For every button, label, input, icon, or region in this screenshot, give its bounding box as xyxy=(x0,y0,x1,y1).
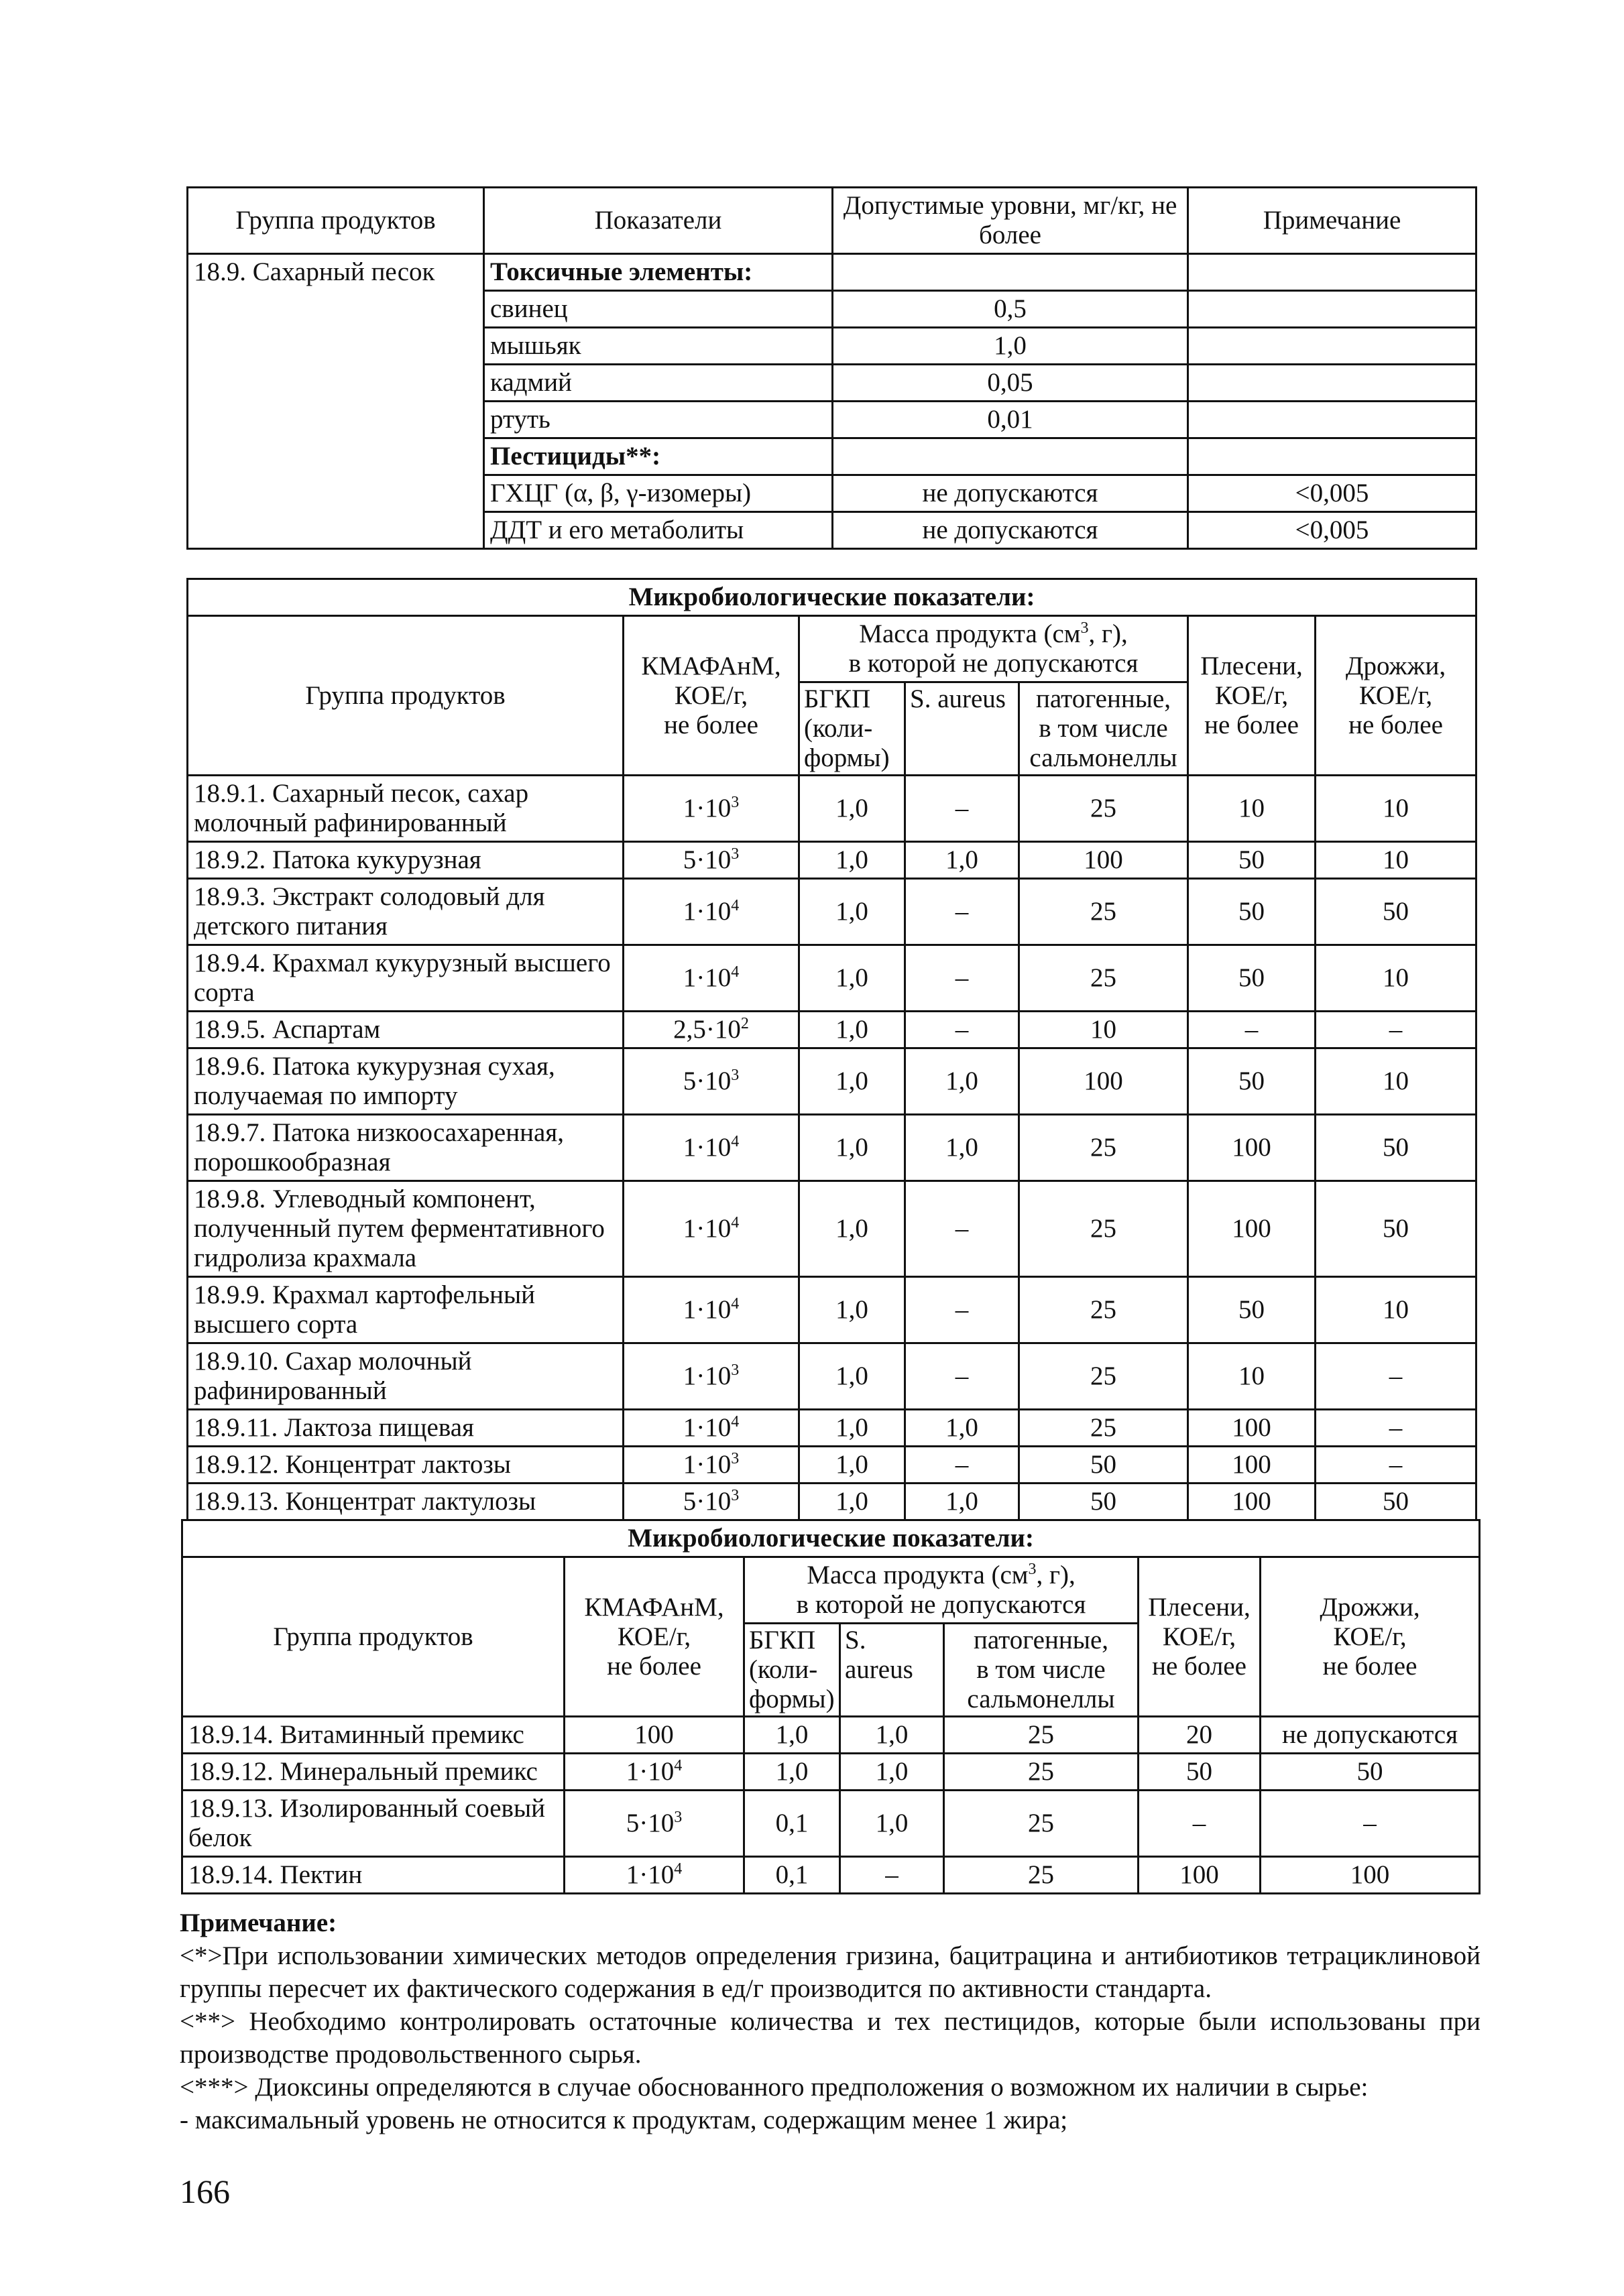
table-header-row xyxy=(188,188,1476,254)
product-group-cell: 18.9.1. Сахарный песок, сахар молочный рафинированный xyxy=(188,776,624,842)
pathogen-value: 25 xyxy=(1019,1115,1188,1181)
mold-value: 100 xyxy=(1188,1115,1316,1181)
kmafanm-value: $1\cdot 10^3$ xyxy=(624,1447,799,1484)
kmafanm-value: $5\cdot 10^3$ xyxy=(624,842,799,879)
yeast-value: 50 xyxy=(1316,1484,1476,1520)
mold-value: – xyxy=(1139,1791,1261,1857)
mold-value: 50 xyxy=(1188,945,1316,1012)
header-levels: Допустимые уровни, мг/кг, не более xyxy=(833,188,1188,254)
table-row xyxy=(188,1181,1476,1277)
saureus-value: 1,0 xyxy=(840,1754,944,1791)
kmafanm-value: $1\cdot 10^4$ xyxy=(624,879,799,945)
saureus-value: – xyxy=(905,879,1019,945)
mold-value: 100 xyxy=(1188,1484,1316,1520)
product-group-cell: 18.9.3. Экстракт солодовый для детского питания xyxy=(188,879,624,945)
pathogen-value: 25 xyxy=(944,1857,1139,1894)
product-group-cell: 18.9.6. Патока кукурузная сухая, получаемая по импорту xyxy=(188,1048,624,1115)
saureus-value: – xyxy=(840,1857,944,1894)
kmafanm-value: $1\cdot 10^4$ xyxy=(565,1754,744,1791)
product-group-cell: 18.9.8. Углеводный компонент, полученный путем ферментативного гидролиза крахмала xyxy=(188,1181,624,1277)
table-row xyxy=(188,254,1476,291)
mold-value: 50 xyxy=(1139,1754,1261,1791)
kmafanm-value: $1\cdot 10^4$ xyxy=(624,1181,799,1277)
yeast-value: – xyxy=(1316,1343,1476,1410)
yeast-value: 10 xyxy=(1316,1277,1476,1343)
product-group-cell: 18.9.4. Крахмал кукурузный высшего сорта xyxy=(188,945,624,1012)
table-row xyxy=(188,1484,1476,1520)
yeast-value: 50 xyxy=(1316,879,1476,945)
mold-value: 100 xyxy=(1139,1857,1261,1894)
level-value: не допускаются xyxy=(833,475,1188,512)
pathogen-value: 10 xyxy=(1019,1012,1188,1048)
header-note: Примечание xyxy=(1188,188,1476,254)
saureus-value: 1,0 xyxy=(840,1791,944,1857)
saureus-value: 1,0 xyxy=(840,1717,944,1754)
pathogen-value: 25 xyxy=(944,1717,1139,1754)
pathogen-value: 50 xyxy=(1019,1484,1188,1520)
level-value: 0,5 xyxy=(833,291,1188,328)
level-value: 1,0 xyxy=(833,328,1188,365)
kmafanm-value: $5\cdot 10^3$ xyxy=(624,1048,799,1115)
bgkp-value: 1,0 xyxy=(799,1048,905,1115)
yeast-value: 50 xyxy=(1316,1115,1476,1181)
pathogen-value: 25 xyxy=(1019,879,1188,945)
pathogen-value: 25 xyxy=(1019,776,1188,842)
product-group-cell: 18.9.5. Аспартам xyxy=(188,1012,624,1048)
pathogen-value: 25 xyxy=(944,1754,1139,1791)
microbiology-table xyxy=(186,578,1477,1521)
header-pathogen: патогенные, в том числе сальмонеллы xyxy=(944,1624,1139,1717)
header-kmafanm: КМАФАнМ, КОЕ/г, не более xyxy=(565,1557,744,1717)
header-kmafanm: КМАФАнМ, КОЕ/г, не более xyxy=(624,616,799,776)
table-row xyxy=(188,1048,1476,1115)
kmafanm-value: $1\cdot 10^4$ xyxy=(624,1410,799,1447)
note-item: - максимальный уровень не относится к продуктам, содержащим менее 1 жира; xyxy=(180,2106,1068,2134)
note-value xyxy=(1188,365,1476,402)
mold-value: 50 xyxy=(1188,1048,1316,1115)
saureus-value: – xyxy=(905,1012,1019,1048)
saureus-value: – xyxy=(905,1447,1019,1484)
table-row xyxy=(182,1857,1480,1894)
yeast-value: 10 xyxy=(1316,842,1476,879)
header-group: Группа продуктов xyxy=(188,188,484,254)
table-row xyxy=(188,776,1476,842)
note-value xyxy=(1188,328,1476,365)
pathogen-value: 50 xyxy=(1019,1447,1188,1484)
level-value: не допускаются xyxy=(833,512,1188,549)
yeast-value: – xyxy=(1316,1410,1476,1447)
header-indicators: Показатели xyxy=(484,188,833,254)
header-yeast: Дрожжи, КОЕ/г, не более xyxy=(1261,1557,1480,1717)
saureus-value: 1,0 xyxy=(905,1115,1019,1181)
kmafanm-value: 100 xyxy=(565,1717,744,1754)
bgkp-value: 1,0 xyxy=(799,1277,905,1343)
kmafanm-value: $2,5\cdot 10^2$ xyxy=(624,1012,799,1048)
note-value xyxy=(1188,402,1476,438)
table-row xyxy=(182,1791,1480,1857)
saureus-value: – xyxy=(905,776,1019,842)
header-group: Группа продуктов xyxy=(182,1557,565,1717)
pathogen-value: 100 xyxy=(1019,1048,1188,1115)
table-row xyxy=(188,1012,1476,1048)
saureus-value: 1,0 xyxy=(905,1484,1019,1520)
pathogen-value: 25 xyxy=(1019,1343,1188,1410)
product-group-cell: 18.9.14. Витаминный премикс xyxy=(182,1717,565,1754)
kmafanm-value: $5\cdot 10^3$ xyxy=(624,1484,799,1520)
saureus-value: 1,0 xyxy=(905,1048,1019,1115)
mold-value: – xyxy=(1188,1012,1316,1048)
bgkp-value: 1,0 xyxy=(799,1181,905,1277)
table-header-row xyxy=(188,616,1476,682)
header-group: Группа продуктов xyxy=(188,616,624,776)
bgkp-value: 1,0 xyxy=(744,1754,840,1791)
header-saureus: S. aureus xyxy=(840,1624,944,1717)
bgkp-value: 0,1 xyxy=(744,1791,840,1857)
indicator-name: мышьяк xyxy=(484,328,833,365)
table-row xyxy=(188,1410,1476,1447)
bgkp-value: 1,0 xyxy=(799,1012,905,1048)
indicator-name: ДДТ и его метаболиты xyxy=(484,512,833,549)
product-group-cell: 18.9.9. Крахмал картофельный высшего сорта xyxy=(188,1277,624,1343)
pathogen-value: 25 xyxy=(1019,1277,1188,1343)
table-header-row xyxy=(182,1557,1480,1624)
product-group-cell: 18.9.13. Концентрат лактулозы xyxy=(188,1484,624,1520)
bgkp-value: 1,0 xyxy=(799,879,905,945)
mold-value: 10 xyxy=(1188,776,1316,842)
toxic-elements-table xyxy=(186,186,1477,550)
header-mass: Масса продукта ($см^3$, г), в которой не допускаются xyxy=(744,1557,1139,1624)
yeast-value: 100 xyxy=(1261,1857,1480,1894)
mold-value: 10 xyxy=(1188,1343,1316,1410)
yeast-value: 50 xyxy=(1261,1754,1480,1791)
mold-value: 100 xyxy=(1188,1181,1316,1277)
pathogen-value: 25 xyxy=(1019,945,1188,1012)
notes-block xyxy=(180,1907,1481,2136)
header-yeast: Дрожжи, КОЕ/г, не более xyxy=(1316,616,1476,776)
indicator-name: ГХЦГ (α, β, γ-изомеры) xyxy=(484,475,833,512)
pathogen-value: 25 xyxy=(1019,1410,1188,1447)
header-mass: Масса продукта ($см^3$, г), в которой не допускаются xyxy=(799,616,1188,682)
product-group-cell: 18.9.10. Сахар молочный рафинированный xyxy=(188,1343,624,1410)
table-row xyxy=(188,879,1476,945)
saureus-value: – xyxy=(905,1277,1019,1343)
table-row xyxy=(188,1115,1476,1181)
mold-value: 50 xyxy=(1188,842,1316,879)
table-row xyxy=(182,1754,1480,1791)
bgkp-value: 1,0 xyxy=(799,945,905,1012)
toxic-elements-title: Токсичные элементы: xyxy=(484,254,833,291)
header-saureus: S. aureus xyxy=(905,682,1019,776)
pathogen-value: 25 xyxy=(1019,1181,1188,1277)
level-value: 0,01 xyxy=(833,402,1188,438)
note-item: <**> Необходимо контролировать остаточные количества и тех пестицидов, которые были использованы при производстве продовольственного сырья. xyxy=(180,2007,1481,2069)
table-row xyxy=(188,1447,1476,1484)
note-item: <***> Диоксины определяются в случае обоснованного предположения о возможном их наличии в сырье: xyxy=(180,2073,1369,2102)
header-mold: Плесени, КОЕ/г, не более xyxy=(1139,1557,1261,1717)
level-value: 0,05 xyxy=(833,365,1188,402)
saureus-value: – xyxy=(905,945,1019,1012)
product-group-cell: 18.9.12. Концентрат лактозы xyxy=(188,1447,624,1484)
kmafanm-value: $1\cdot 10^4$ xyxy=(624,1115,799,1181)
yeast-value: 10 xyxy=(1316,776,1476,842)
note-item: <*>При использовании химических методов определения гризина, бацитрацина и антибиотиков тетрациклиновой группы пересчет их фактического содержания в ед/г производится по активности стандарта. xyxy=(180,1941,1481,2003)
indicator-name: кадмий xyxy=(484,365,833,402)
table-row xyxy=(188,945,1476,1012)
saureus-value: 1,0 xyxy=(905,1410,1019,1447)
yeast-value: 10 xyxy=(1316,945,1476,1012)
saureus-value: – xyxy=(905,1181,1019,1277)
product-group-cell: 18.9.2. Патока кукурузная xyxy=(188,842,624,879)
mold-value: 100 xyxy=(1188,1447,1316,1484)
yeast-value: 50 xyxy=(1316,1181,1476,1277)
header-bgkp: БГКП (коли- формы) xyxy=(744,1624,840,1717)
kmafanm-value: $5\cdot 10^3$ xyxy=(565,1791,744,1857)
pathogen-value: 25 xyxy=(944,1791,1139,1857)
note-value xyxy=(1188,291,1476,328)
page-number: 166 xyxy=(180,2173,230,2210)
yeast-value: не допускаются xyxy=(1261,1717,1480,1754)
yeast-value: – xyxy=(1316,1012,1476,1048)
note-value: <0,005 xyxy=(1188,475,1476,512)
pesticides-title: Пестициды**: xyxy=(484,438,833,475)
saureus-value: 1,0 xyxy=(905,842,1019,879)
indicator-name: ртуть xyxy=(484,402,833,438)
section-title-row xyxy=(188,579,1476,616)
indicator-name: свинец xyxy=(484,291,833,328)
mold-value: 20 xyxy=(1139,1717,1261,1754)
kmafanm-value: $1\cdot 10^4$ xyxy=(565,1857,744,1894)
yeast-value: – xyxy=(1261,1791,1480,1857)
header-bgkp: БГКП (коли- формы) xyxy=(799,682,905,776)
product-group-cell: 18.9. Сахарный песок xyxy=(188,254,484,549)
bgkp-value: 1,0 xyxy=(799,842,905,879)
kmafanm-value: $1\cdot 10^3$ xyxy=(624,1343,799,1410)
bgkp-value: 1,0 xyxy=(799,1115,905,1181)
mold-value: 100 xyxy=(1188,1410,1316,1447)
note-value: <0,005 xyxy=(1188,512,1476,549)
product-group-cell: 18.9.13. Изолированный соевый белок xyxy=(182,1791,565,1857)
bgkp-value: 0,1 xyxy=(744,1857,840,1894)
table-row xyxy=(182,1717,1480,1754)
table-row xyxy=(188,1343,1476,1410)
bgkp-value: 1,0 xyxy=(799,1343,905,1410)
bgkp-value: 1,0 xyxy=(744,1717,840,1754)
micro-section-title: Микробиологические показатели: xyxy=(182,1520,1480,1557)
yeast-value: – xyxy=(1316,1447,1476,1484)
mold-value: 50 xyxy=(1188,1277,1316,1343)
section-title-row xyxy=(182,1520,1480,1557)
yeast-value: 10 xyxy=(1316,1048,1476,1115)
pathogen-value: 100 xyxy=(1019,842,1188,879)
notes-title: Примечание: xyxy=(180,1909,337,1937)
premix-microbiology-table xyxy=(181,1519,1481,1894)
header-pathogen: патогенные, в том числе сальмонеллы xyxy=(1019,682,1188,776)
bgkp-value: 1,0 xyxy=(799,776,905,842)
product-group-cell: 18.9.7. Патока низкоосахаренная, порошкообразная xyxy=(188,1115,624,1181)
bgkp-value: 1,0 xyxy=(799,1484,905,1520)
header-mold: Плесени, КОЕ/г, не более xyxy=(1188,616,1316,776)
product-group-cell: 18.9.12. Минеральный премикс xyxy=(182,1754,565,1791)
bgkp-value: 1,0 xyxy=(799,1410,905,1447)
kmafanm-value: $1\cdot 10^4$ xyxy=(624,1277,799,1343)
saureus-value: – xyxy=(905,1343,1019,1410)
mold-value: 50 xyxy=(1188,879,1316,945)
product-group-cell: 18.9.11. Лактоза пищевая xyxy=(188,1410,624,1447)
product-group-cell: 18.9.14. Пектин xyxy=(182,1857,565,1894)
bgkp-value: 1,0 xyxy=(799,1447,905,1484)
micro-section-title: Микробиологические показатели: xyxy=(188,579,1476,616)
kmafanm-value: $1\cdot 10^4$ xyxy=(624,945,799,1012)
kmafanm-value: $1\cdot 10^3$ xyxy=(624,776,799,842)
table-row xyxy=(188,1277,1476,1343)
table-row xyxy=(188,842,1476,879)
